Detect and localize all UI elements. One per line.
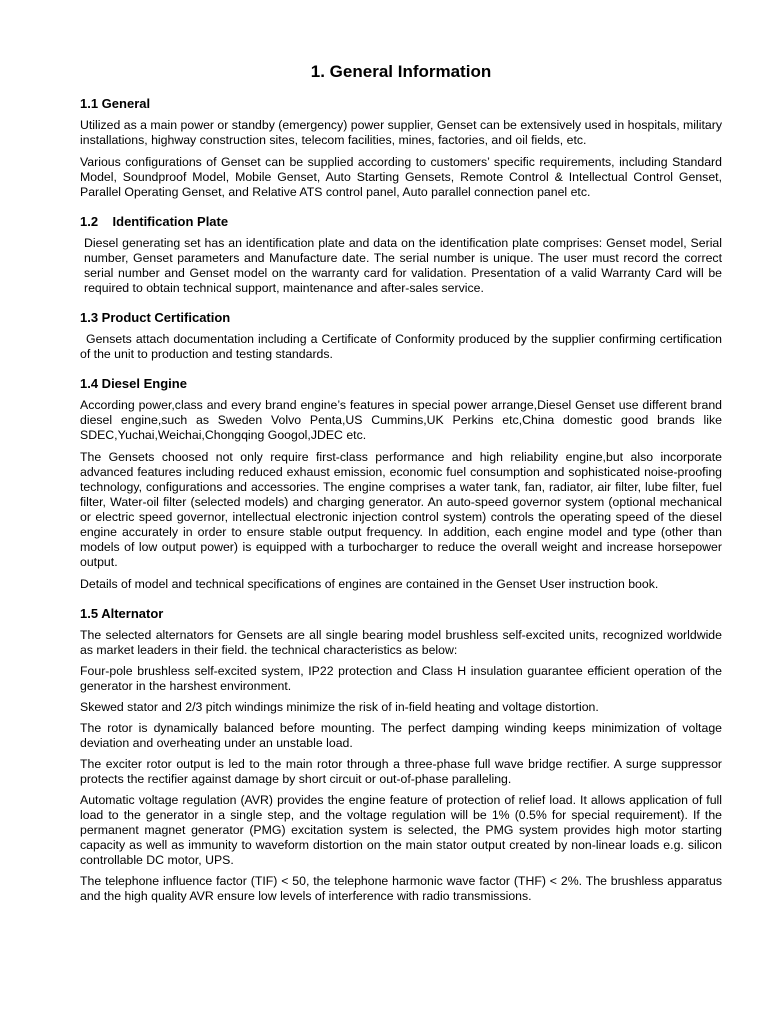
- paragraph: Various configurations of Genset can be supplied according to customers’ specific requirements, including Standard Model, Soundproof Model, Mobile Genset, Auto Starting Gensets, Remote Control & Intellectual Control Genset, Parallel Operating Genset, and Relative ATS control panel, Auto parallel connection panel etc.: [80, 155, 722, 199]
- section-heading: 1.5 Alternator: [80, 606, 164, 621]
- section-product-certification: [80, 310, 722, 362]
- paragraph: Details of model and technical specifications of engines are contained in the Genset User instruction book.: [80, 577, 659, 591]
- paragraph: The rotor is dynamically balanced before mounting. The perfect damping winding keeps minimization of voltage deviation and overheating under an unstable load.: [80, 721, 722, 750]
- paragraph: According power,class and every brand engine’s features in special power arrange,Diesel Genset use different brand diesel engine,such as Sweden Volvo Penta,US Cummins,UK Perkins etc,China domestic good brands like SDEC,Yuchai,Weichai,Chongqing Googol,JDEC etc.: [80, 398, 722, 442]
- paragraph: Four-pole brushless self-excited system, IP22 protection and Class H insulation guarantee efficient operation of the generator in the harshest environment.: [80, 664, 722, 693]
- page-title: 1. General Information: [310, 62, 492, 81]
- paragraph: Gensets attach documentation including a Certificate of Conformity produced by the supplier confirming certification of the unit to production and testing standards.: [80, 332, 722, 361]
- section-heading: 1.1 General: [80, 96, 151, 111]
- section-alternator: [80, 606, 722, 904]
- paragraph: The selected alternators for Gensets are all single bearing model brushless self-excited units, recognized worldwide as market leaders in their field. the technical characteristics as below:: [80, 628, 722, 657]
- section-general: [80, 96, 722, 200]
- section-identification-plate: [80, 214, 722, 296]
- section-heading: 1.3 Product Certification: [80, 310, 231, 325]
- paragraph: Utilized as a main power or standby (emergency) power supplier, Genset can be extensively used in hospitals, military installations, highway construction sites, telecom facilities, mines, factories, and oil fields, etc.: [80, 118, 722, 147]
- section-diesel-engine: [80, 376, 722, 592]
- section-heading: 1.4 Diesel Engine: [80, 376, 187, 391]
- paragraph: The telephone influence factor (TIF) < 50, the telephone harmonic wave factor (THF) < 2%. The brushless apparatus and the high quality AVR ensure low levels of interference with radio transmissions.: [80, 874, 722, 903]
- section-heading: 1.2 Identification Plate: [80, 214, 229, 229]
- paragraph: Automatic voltage regulation (AVR) provides the engine feature of protection of relief load. It allows application of full load to the generator in a single step, and the voltage regulation will be 1% (0.5% for special requirement). If the permanent magnet generator (PMG) excitation system is selected, the PMG system provides high motor starting capacity as well as immunity to waveform distortion on the main stator output created by non-linear loads e.g. silicon controllable DC motor, UPS.: [80, 793, 722, 867]
- paragraph: Skewed stator and 2/3 pitch windings minimize the risk of in-field heating and voltage distortion.: [80, 700, 599, 714]
- paragraph: The exciter rotor output is led to the main rotor through a three-phase full wave bridge rectifier. A surge suppressor protects the rectifier against damage by short circuit or out-of-phase paralleling.: [80, 757, 722, 786]
- paragraph: Diesel generating set has an identification plate and data on the identification plate comprises: Genset model, Serial number, Genset parameters and Manufacture date. The serial number is unique. The user must record the correct serial number and Genset model on the warranty card for validation. Presentation of a valid Warranty Card will be required to obtain technical support, maintenance and after-sales service.: [84, 236, 722, 295]
- paragraph: The Gensets choosed not only require first-class performance and high reliability engine,but also incorporate advanced features including reduced exhaust emission, economic fuel consumption and sophisticated noise-proofing technology, configurations and accessories. The engine comprises a water tank, fan, radiator, air filter, lube filter, fuel filter, Water-oil filter (selected models) and charging generator. An auto-speed governor system (optional mechanical or electric speed governor, intellectual electronic injection control system) controls the operating speed of the diesel engine accurately in order to ensure stable output frequency. In addition, each engine model and type (other than models of low output power) is equipped with a turbocharger to reduce the overall weight and increase horsepower output.: [80, 450, 722, 569]
